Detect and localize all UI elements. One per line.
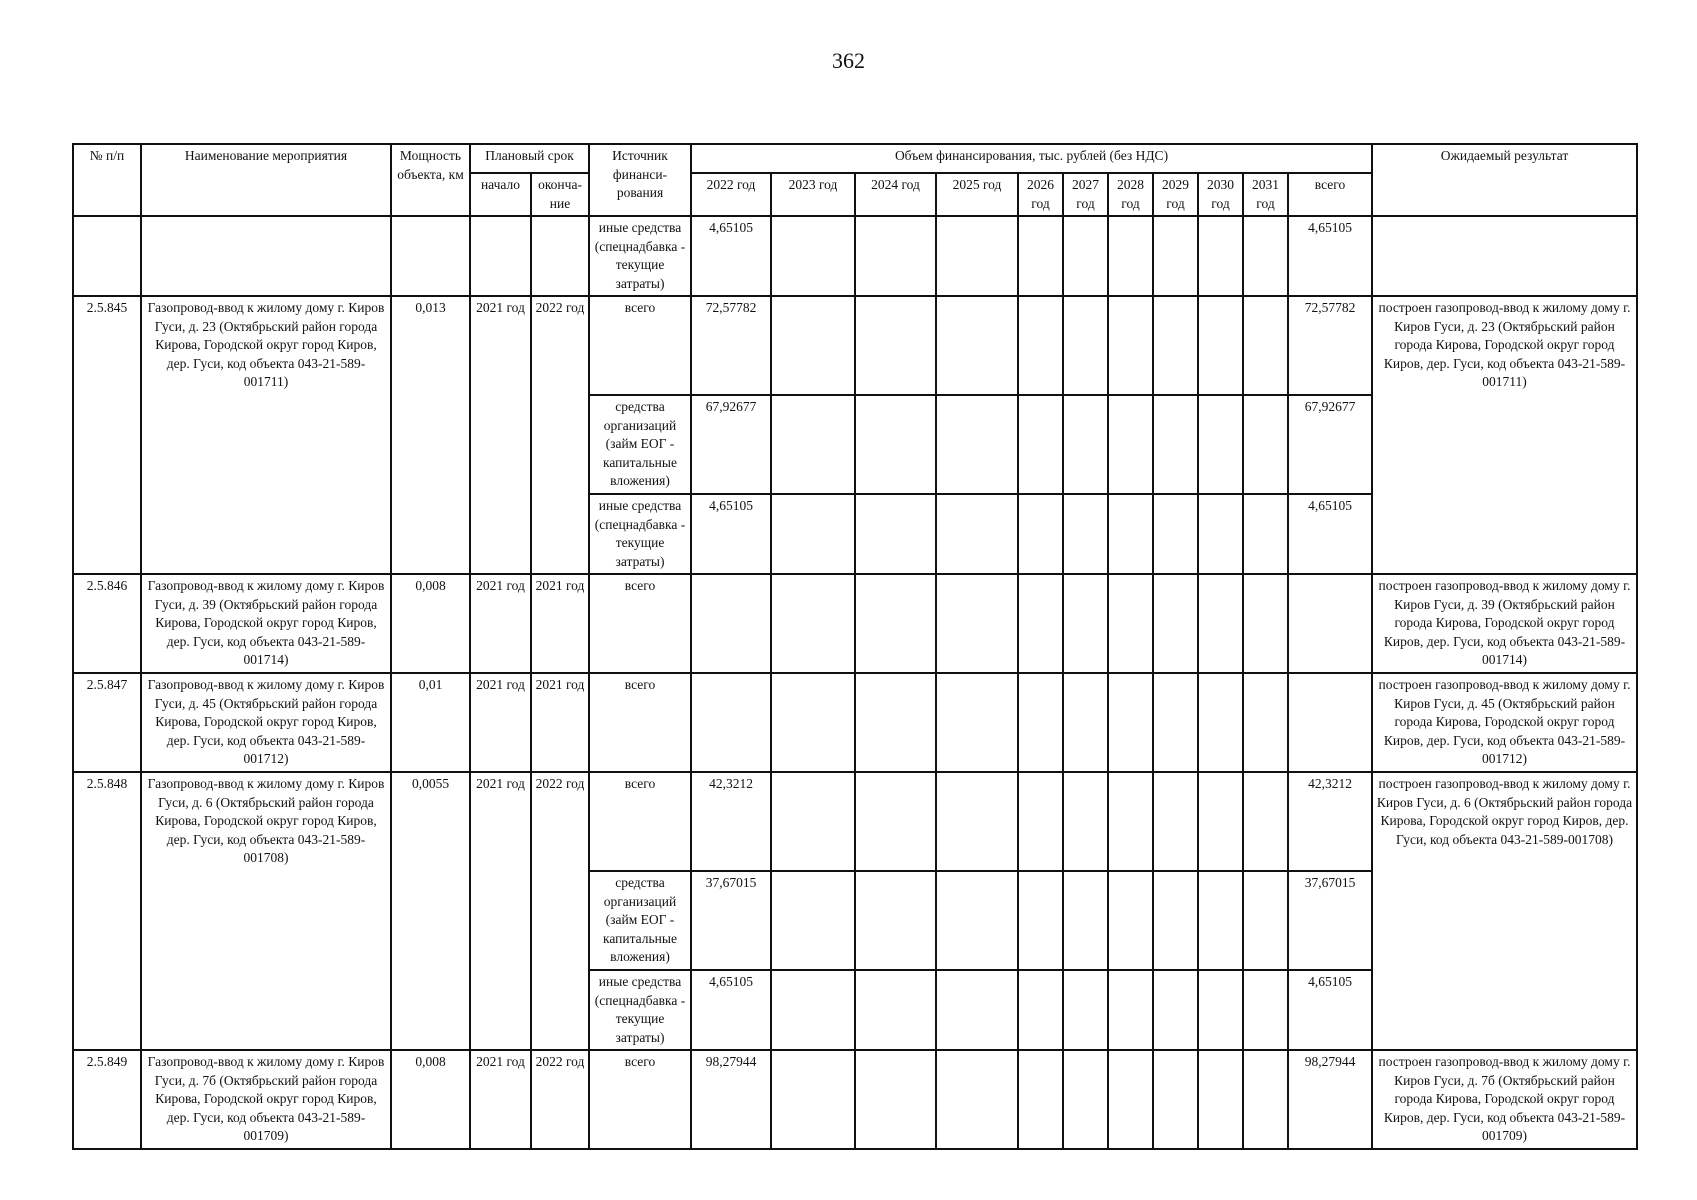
- table-row: [73, 772, 1637, 871]
- source-cell: всего: [589, 296, 691, 395]
- value-empty: [1243, 1050, 1288, 1149]
- value-empty: [771, 395, 855, 494]
- value-empty: [1018, 494, 1063, 574]
- item-result: построен газопровод-ввод к жилому дому г. Киров Гуси, д. 39 (Октябрьский район города Кирова, Городской округ город Киров, дер. Гуси, код объекта 043-21-589-001714): [1372, 574, 1637, 673]
- item-end: 2021 год: [531, 673, 589, 772]
- item-end: 2022 год: [531, 296, 589, 574]
- value-empty: [1018, 395, 1063, 494]
- value-total: [1288, 673, 1372, 772]
- header-year: 2024 год: [855, 173, 936, 216]
- item-result: построен газопровод-ввод к жилому дому г. Киров Гуси, д. 7б (Октябрьский район города Кирова, Городской округ город Киров, дер. Гуси, код объекта 043-21-589-001709): [1372, 1050, 1637, 1149]
- item-start: 2021 год: [470, 574, 531, 673]
- value-empty: [855, 296, 936, 395]
- item-capacity: 0,013: [391, 296, 470, 574]
- value-empty: [1063, 673, 1108, 772]
- value-total: 4,65105: [1288, 494, 1372, 574]
- value-empty: [771, 1050, 855, 1149]
- header-funding: Объем финансирования, тыс. рублей (без НДС): [691, 144, 1372, 173]
- value-empty: [1198, 574, 1243, 673]
- value-empty: [936, 772, 1018, 871]
- value-empty: [771, 772, 855, 871]
- value-empty: [1018, 772, 1063, 871]
- header-start: начало: [470, 173, 531, 216]
- value-empty: [1018, 871, 1063, 970]
- value-empty: [1153, 673, 1198, 772]
- value-empty: [1243, 673, 1288, 772]
- value-empty: [1198, 296, 1243, 395]
- source-cell: иные средства (спецнадбавка - текущие затраты): [589, 970, 691, 1050]
- value-total: [1288, 574, 1372, 673]
- page-number: 362: [832, 48, 865, 73]
- item-num: 2.5.849: [73, 1050, 141, 1149]
- item-result: построен газопровод-ввод к жилому дому г. Киров Гуси, д. 6 (Октябрьский район города Кирова, Городской округ город Киров, дер. Гуси, код объекта 043-21-589-001708): [1372, 772, 1637, 1050]
- item-end: 2021 год: [531, 574, 589, 673]
- item-end: 2022 год: [531, 772, 589, 1050]
- header-year: 2029 год: [1153, 173, 1198, 216]
- value-empty: [936, 494, 1018, 574]
- value-empty: [1153, 395, 1198, 494]
- table-row: [73, 673, 1637, 772]
- value-empty: [1108, 871, 1153, 970]
- value-empty: [1063, 772, 1108, 871]
- value-empty: [936, 296, 1018, 395]
- value-empty: [1243, 494, 1288, 574]
- value-empty: [1243, 772, 1288, 871]
- value-empty: [1063, 296, 1108, 395]
- value-empty: [936, 673, 1018, 772]
- header-year: 2025 год: [936, 173, 1018, 216]
- item-capacity: 0,008: [391, 574, 470, 673]
- value-empty: [855, 673, 936, 772]
- value-total: 98,27944: [1288, 1050, 1372, 1149]
- value-empty: [1198, 772, 1243, 871]
- value-empty: [1243, 296, 1288, 395]
- funding-table: [72, 143, 1638, 1150]
- table-row: [73, 296, 1637, 395]
- item-result: построен газопровод-ввод к жилому дому г. Киров Гуси, д. 23 (Октябрьский район города Кирова, Городской округ город Киров, дер. Гуси, код объекта 043-21-589-001711): [1372, 296, 1637, 574]
- value-empty: [936, 871, 1018, 970]
- source-cell: иные средства (спецнадбавка - текущие затраты): [589, 494, 691, 574]
- header-num: № п/п: [73, 144, 141, 216]
- value-2022: [691, 673, 771, 772]
- header-row-1: [73, 144, 1637, 173]
- value-empty: [936, 1050, 1018, 1149]
- value-empty: [1108, 296, 1153, 395]
- header-year: 2031 год: [1243, 173, 1288, 216]
- value-empty: [771, 970, 855, 1050]
- source-cell: всего: [589, 772, 691, 871]
- item-num: 2.5.847: [73, 673, 141, 772]
- item-end: 2022 год: [531, 1050, 589, 1149]
- value-empty: [936, 970, 1018, 1050]
- value-empty: [1108, 574, 1153, 673]
- value-empty: [855, 574, 936, 673]
- header-year: 2027 год: [1063, 173, 1108, 216]
- header-source: Источник финанси-рования: [589, 144, 691, 216]
- value-empty: [855, 1050, 936, 1149]
- value-empty: [1018, 673, 1063, 772]
- item-start: 2021 год: [470, 296, 531, 574]
- header-period: Плановый срок: [470, 144, 589, 173]
- value-empty: [1198, 395, 1243, 494]
- value-empty: [1063, 574, 1108, 673]
- value-empty: [855, 772, 936, 871]
- value-empty: [1108, 1050, 1153, 1149]
- value-empty: [1018, 574, 1063, 673]
- value-2022: [691, 574, 771, 673]
- value-empty: [1018, 1050, 1063, 1149]
- item-capacity: 0,0055: [391, 772, 470, 1050]
- value-empty: [1198, 970, 1243, 1050]
- value-2022: 4,65105: [691, 970, 771, 1050]
- value-empty: [1153, 494, 1198, 574]
- source-cell: всего: [589, 574, 691, 673]
- value-empty: [1153, 574, 1198, 673]
- header-name: Наименование мероприятия: [141, 144, 391, 216]
- value-empty: [1243, 871, 1288, 970]
- value-empty: [1153, 772, 1198, 871]
- value-empty: [1108, 673, 1153, 772]
- item-result: построен газопровод-ввод к жилому дому г. Киров Гуси, д. 45 (Октябрьский район города Кирова, Городской округ город Киров, дер. Гуси, код объекта 043-21-589-001712): [1372, 673, 1637, 772]
- value-empty: [1153, 871, 1198, 970]
- value-empty: [771, 673, 855, 772]
- item-name: Газопровод-ввод к жилому дому г. Киров Гуси, д. 23 (Октябрьский район города Кирова, Городской округ город Киров, дер. Гуси, код объекта 043-21-589-001711): [141, 296, 391, 574]
- item-start: 2021 год: [470, 673, 531, 772]
- header-capacity: Мощность объекта, км: [391, 144, 470, 216]
- value-empty: [1063, 494, 1108, 574]
- item-capacity: 0,01: [391, 673, 470, 772]
- value-empty: [1018, 296, 1063, 395]
- table-row: [73, 574, 1637, 673]
- value-empty: [855, 395, 936, 494]
- header-year: 2030 год: [1198, 173, 1243, 216]
- value-2022: 42,3212: [691, 772, 771, 871]
- header-year: 2026 год: [1018, 173, 1063, 216]
- item-capacity: 0,008: [391, 1050, 470, 1149]
- source-cell: всего: [589, 1050, 691, 1149]
- value-empty: [936, 574, 1018, 673]
- item-name: Газопровод-ввод к жилому дому г. Киров Гуси, д. 39 (Октябрьский район города Кирова, Городской округ город Киров, дер. Гуси, код объекта 043-21-589-001714): [141, 574, 391, 673]
- table-row: [73, 1050, 1637, 1149]
- source-cell: всего: [589, 673, 691, 772]
- value-empty: [1063, 395, 1108, 494]
- value-2022: 37,67015: [691, 871, 771, 970]
- value-empty: [1063, 970, 1108, 1050]
- value-empty: [1108, 970, 1153, 1050]
- continuation-row: [73, 216, 1637, 296]
- item-name: Газопровод-ввод к жилому дому г. Киров Гуси, д. 6 (Октябрьский район города Кирова, Городской округ город Киров, дер. Гуси, код объекта 043-21-589-001708): [141, 772, 391, 1050]
- header-total: всего: [1288, 173, 1372, 216]
- value-empty: [1108, 494, 1153, 574]
- value-empty: [771, 574, 855, 673]
- source-cell: иные средства (спецнадбавка - текущие затраты): [589, 216, 691, 296]
- header-year: 2022 год: [691, 173, 771, 216]
- item-name: Газопровод-ввод к жилому дому г. Киров Гуси, д. 45 (Октябрьский район города Кирова, Городской округ город Киров, дер. Гуси, код объекта 043-21-589-001712): [141, 673, 391, 772]
- header-year: 2028 год: [1108, 173, 1153, 216]
- value-empty: [1198, 673, 1243, 772]
- value-total: 4,65105: [1288, 970, 1372, 1050]
- value-total: 4,65105: [1288, 216, 1372, 296]
- table-body: [73, 144, 1637, 1149]
- item-start: 2021 год: [470, 772, 531, 1050]
- source-cell: средства организаций (займ ЕОГ - капитальные вложения): [589, 395, 691, 494]
- value-empty: [1063, 1050, 1108, 1149]
- value-empty: [1243, 395, 1288, 494]
- value-empty: [855, 970, 936, 1050]
- value-empty: [855, 871, 936, 970]
- value-empty: [1198, 871, 1243, 970]
- header-result: Ожидаемый результат: [1372, 144, 1637, 216]
- header-end: оконча-ние: [531, 173, 589, 216]
- value-empty: [1108, 395, 1153, 494]
- value-2022: 4,65105: [691, 494, 771, 574]
- value-total: 42,3212: [1288, 772, 1372, 871]
- value-empty: [1153, 1050, 1198, 1149]
- value-empty: [1108, 772, 1153, 871]
- value-empty: [1243, 574, 1288, 673]
- value-2022: 4,65105: [691, 216, 771, 296]
- item-name: Газопровод-ввод к жилому дому г. Киров Гуси, д. 7б (Октябрьский район города Кирова, Городской округ город Киров, дер. Гуси, код объекта 043-21-589-001709): [141, 1050, 391, 1149]
- value-empty: [1153, 296, 1198, 395]
- item-start: 2021 год: [470, 1050, 531, 1149]
- value-empty: [1153, 970, 1198, 1050]
- value-total: 37,67015: [1288, 871, 1372, 970]
- value-empty: [1018, 970, 1063, 1050]
- value-2022: 98,27944: [691, 1050, 771, 1149]
- value-empty: [771, 494, 855, 574]
- value-empty: [771, 296, 855, 395]
- value-empty: [936, 395, 1018, 494]
- value-total: 67,92677: [1288, 395, 1372, 494]
- value-2022: 67,92677: [691, 395, 771, 494]
- value-empty: [855, 494, 936, 574]
- value-empty: [1198, 1050, 1243, 1149]
- value-empty: [1243, 970, 1288, 1050]
- source-cell: средства организаций (займ ЕОГ - капитальные вложения): [589, 871, 691, 970]
- value-empty: [771, 871, 855, 970]
- value-empty: [1063, 871, 1108, 970]
- header-year: 2023 год: [771, 173, 855, 216]
- item-num: 2.5.846: [73, 574, 141, 673]
- item-num: 2.5.845: [73, 296, 141, 574]
- value-total: 72,57782: [1288, 296, 1372, 395]
- value-empty: [1198, 494, 1243, 574]
- item-num: 2.5.848: [73, 772, 141, 1050]
- value-2022: 72,57782: [691, 296, 771, 395]
